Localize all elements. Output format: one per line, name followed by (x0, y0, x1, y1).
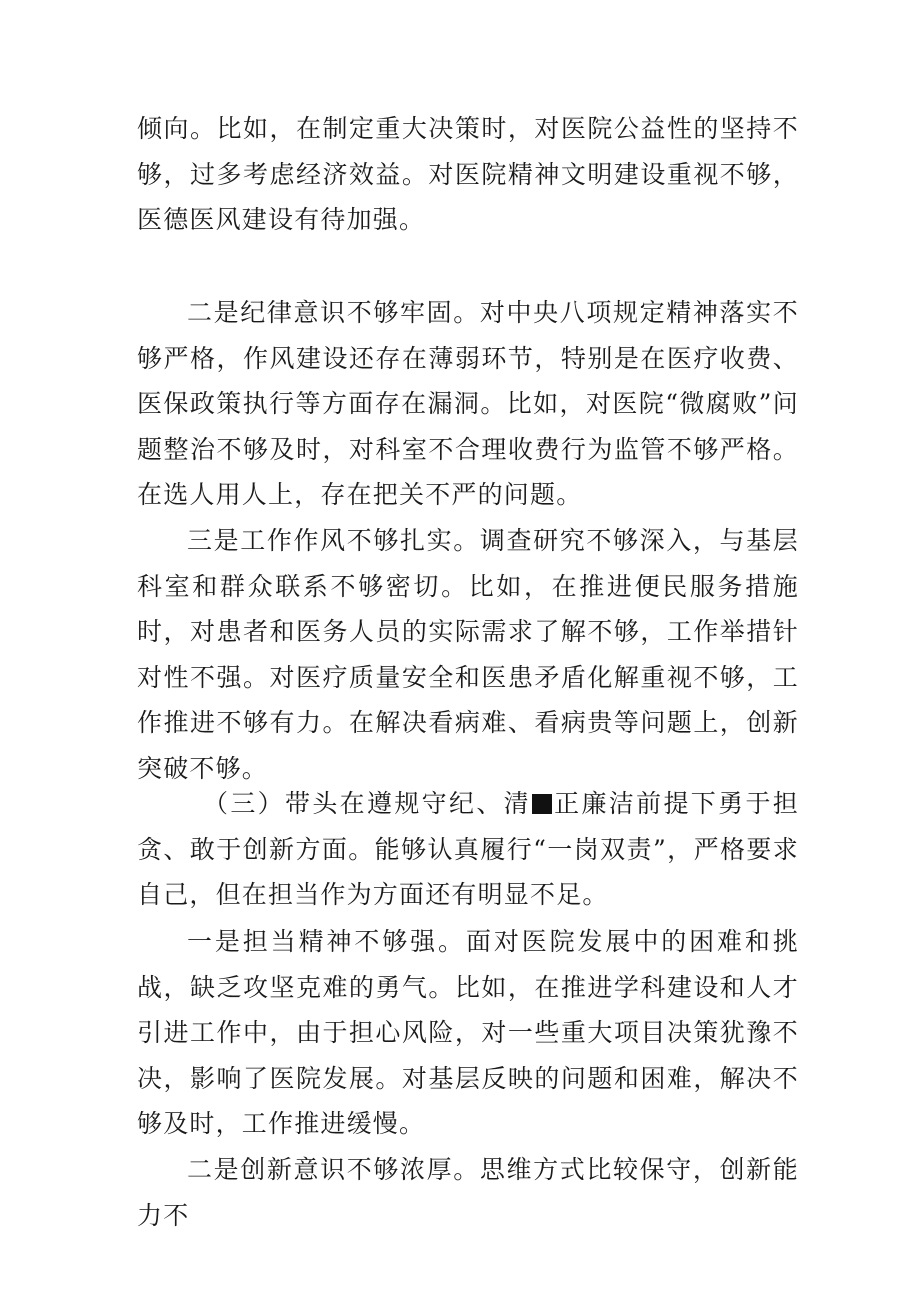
paragraph-discipline: 二是纪律意识不够牢固。对中央八项规定精神落实不够严格，作风建设还存在薄弱环节，特别是在医疗收费、医保政策执行等方面存在漏洞。比如，对医院“微腐败”问题整治不够及时，对科室不合理收费行为监管不够严格。在选人用人上，存在把关不严的问题。 (137, 298, 799, 509)
paragraph-responsibility: 一是担当精神不够强。面对医院发展中的困难和挑战，缺乏攻坚克难的勇气。比如，在推进学科建设和人才引进工作中，由于担心风险，对一些重大项目决策犹豫不决，影响了医院发展。对基层反映的问题和困难，解决不够及时，工作推进缓慢。 (137, 927, 799, 1138)
heading-text-before: （三）带头在遵规守纪、清 (203, 789, 531, 818)
paragraph-continuation: 倾向。比如，在制定重大决策时，对医院公益性的坚持不够，过多考虑经济效益。对医院精神文明建设重视不够，医德医风建设有待加强。 (137, 114, 799, 234)
heading-text-after: 正廉洁前提下勇于担贪、敢于创新方面。能够认真履行“一岗双责”，严格要求自己，但在担当作为方面还有明显不足。 (137, 789, 799, 909)
redaction-block (532, 794, 552, 814)
section-heading-three (137, 781, 799, 918)
paragraph-work-style: 三是工作作风不够扎实。调查研究不够深入，与基层科室和群众联系不够密切。比如，在推进便民服务措施时，对患者和医务人员的实际需求了解不够，工作举措针对性不强。对医疗质量安全和医患矛盾化解重视不够，工作推进不够有力。在解决看病难、看病贵等问题上，创新突破不够。 (137, 526, 799, 783)
paragraph-innovation: 二是创新意识不够浓厚。思维方式比较保守，创新能力不 (137, 1155, 799, 1230)
